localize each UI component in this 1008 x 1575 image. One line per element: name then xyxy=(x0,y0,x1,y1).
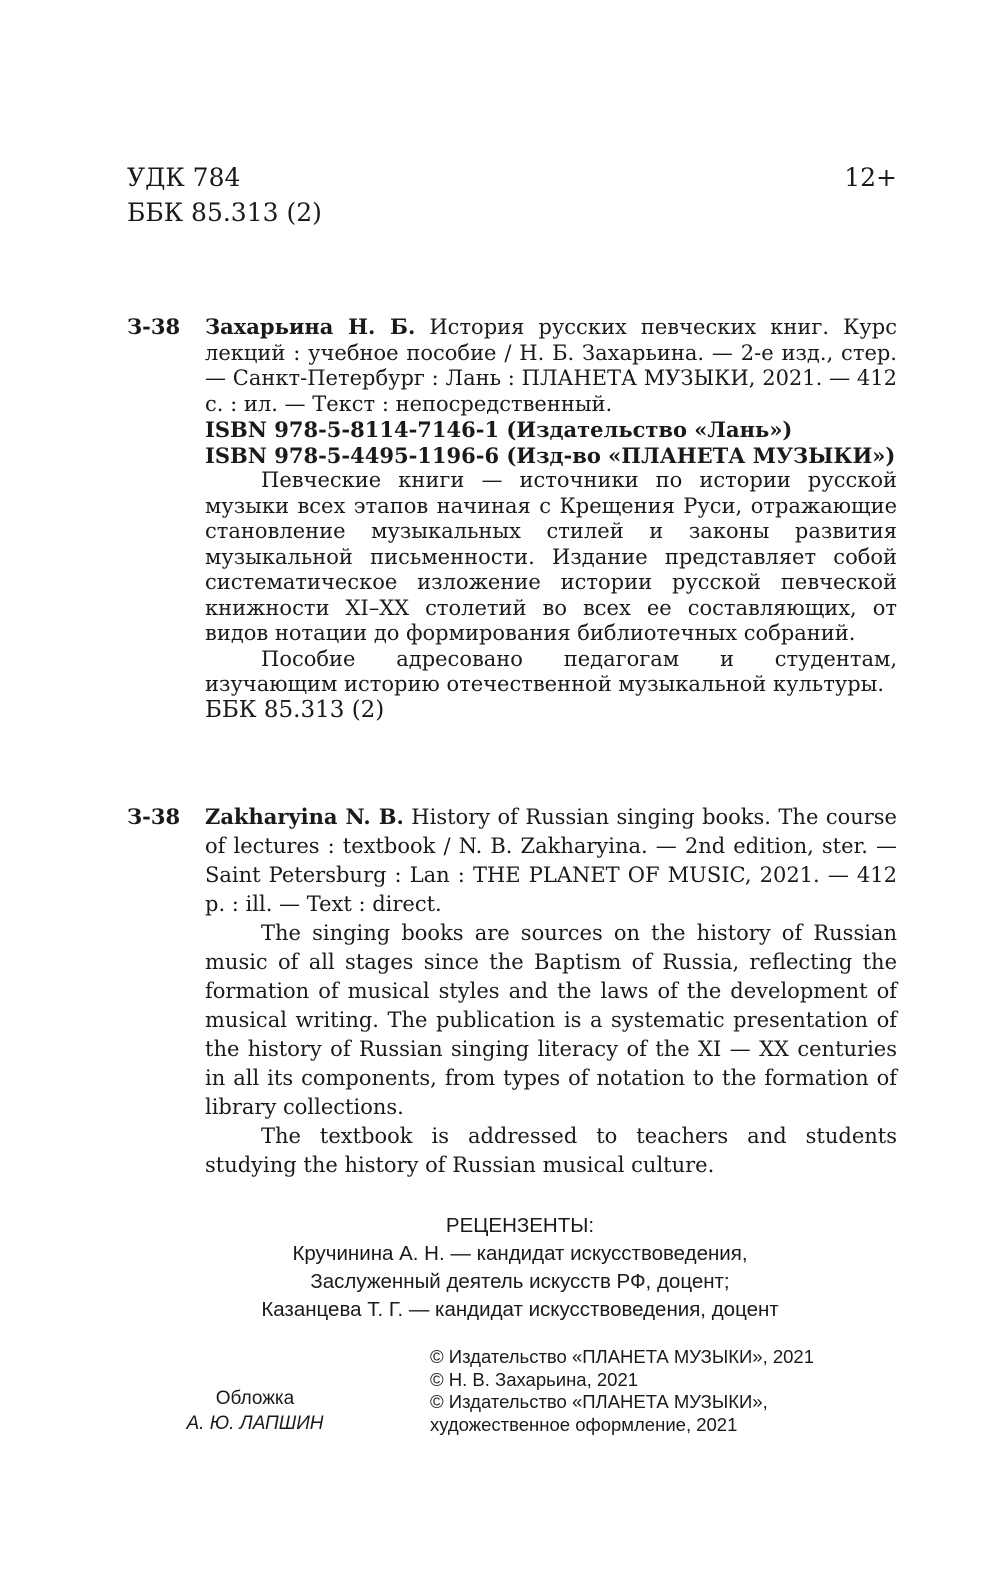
author-mark: З-38 xyxy=(127,314,181,339)
isbn-lan: ISBN 978-5-8114-7146-1 (Издательство «Лань») xyxy=(205,417,793,442)
copyright-notice xyxy=(430,1346,900,1436)
author-mark-en: З-38 xyxy=(127,804,181,829)
audience-paragraph-en: The textbook is addressed to teachers and students studying the history of Russian musical culture. xyxy=(205,1124,897,1177)
cover-credit xyxy=(150,1386,360,1436)
author-name: Захарьина Н. Б. xyxy=(205,314,416,339)
bbk-code: ББК 85.313 (2) xyxy=(127,198,322,227)
copyright-line: художественное оформление, 2021 xyxy=(430,1413,738,1435)
reviewer-line: Заслуженный деятель искусств РФ, доцент; xyxy=(310,1270,730,1293)
copyright-line: © Издательство «ПЛАНЕТА МУЗЫКИ», 2021 xyxy=(430,1346,815,1367)
udk-code: УДК 784 xyxy=(127,163,241,192)
isbn-planet: ISBN 978-5-4495-1196-6 (Изд-во «ПЛАНЕТА МУЗЫКИ») xyxy=(205,442,896,468)
classification-codes xyxy=(127,160,897,230)
reviewers-heading: РЕЦЕНЗЕНТЫ: xyxy=(445,1214,595,1237)
russian-catalog-entry xyxy=(127,314,897,723)
author-name-en: Zakharyina N. B. xyxy=(205,804,404,829)
abstract-paragraph: Певческие книги — источники по истории русской музыки всех этапов начиная с Крещения Руси, отражающие становление музыкальных стилей и законы развития музыкальной письменности. Издание представляет собой систематическое изложение истории русской певческой книжности XI–XX столетий во всех ее составляющих, от видов нотации до формирования библиотечных собраний. xyxy=(205,468,897,645)
age-rating: 12+ xyxy=(844,163,897,192)
copyright-line: © Издательство «ПЛАНЕТА МУЗЫКИ», xyxy=(430,1391,768,1412)
bibliographic-description-en: History of Russian singing books. The course of lectures : textbook / N. B. Zakharyina. — 2nd edition, ster. — Saint Petersburg : Lan : THE PLANET OF MUSIC, 2021. — 412 p. : ill. — Text : direct. xyxy=(205,805,897,916)
cover-designer: А. Ю. ЛАПШИН xyxy=(186,1413,324,1434)
copyright-line: © Н. В. Захарьина, 2021 xyxy=(430,1368,639,1390)
reviewers-section xyxy=(160,1212,880,1324)
reviewer-line: Кручинина А. Н. — кандидат искусствоведения, xyxy=(292,1242,748,1265)
bibliographic-description: История русских певческих книг. Курс лекций : учебное пособие / Н. Б. Захарьина. — 2-е изд., стер. — Санкт-Петербург : Лань : ПЛАНЕТА МУЗЫКИ, 2021. — 412 с. : ил. — Текст : непосредственный. xyxy=(205,315,897,416)
cover-label: Обложка xyxy=(215,1388,295,1409)
english-catalog-entry xyxy=(127,802,897,1180)
bbk-code-bottom: ББК 85.313 (2) xyxy=(205,696,385,723)
reviewer-line: Казанцева Т. Г. — кандидат искусствоведения, доцент xyxy=(261,1298,779,1321)
audience-paragraph: Пособие адресовано педагогам и студентам, изучающим историю отечественной музыкальной культуры. xyxy=(205,646,897,696)
abstract-paragraph-en: The singing books are sources on the history of Russian music of all stages since the Baptism of Russia, reflecting the formation of musical styles and the laws of the development of musical writing. The publication is a systematic presentation of the history of Russian singing literacy of the XI — XX centuries in all its components, from types of notation to the formation of library collections. xyxy=(205,921,897,1119)
